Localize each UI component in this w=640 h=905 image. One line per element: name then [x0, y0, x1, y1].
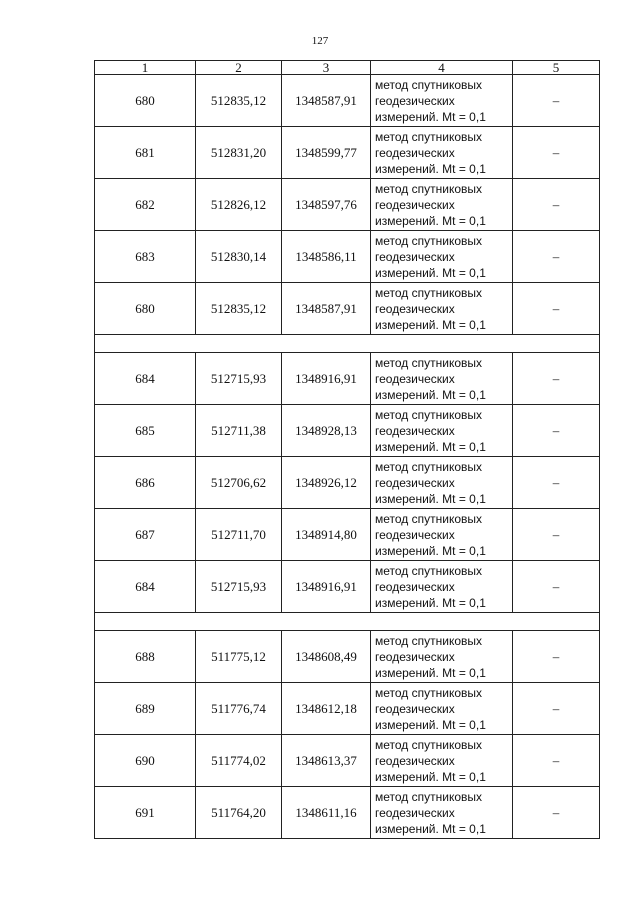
method-cell [371, 283, 513, 335]
method-text-line3: измерений. Mt = 0,1 [375, 439, 486, 454]
table-row [95, 509, 600, 561]
table-row [95, 561, 600, 613]
y-coordinate-cell: 1348612,18 [282, 683, 371, 735]
x-coordinate-cell: 512715,93 [196, 561, 282, 613]
point-number-cell: 682 [95, 179, 196, 231]
table-row [95, 457, 600, 509]
note-cell: – [513, 561, 600, 613]
y-coordinate-cell: 1348916,91 [282, 353, 371, 405]
point-number-cell: 689 [95, 683, 196, 735]
group-separator-row [95, 613, 600, 631]
note-cell: – [513, 683, 600, 735]
point-number-cell: 684 [95, 561, 196, 613]
table-row [95, 179, 600, 231]
table-row [95, 787, 600, 839]
method-cell [371, 457, 513, 509]
method-cell [371, 405, 513, 457]
method-text-line2: геодезических [375, 301, 455, 316]
method-text-line3: измерений. Mt = 0,1 [375, 821, 486, 836]
table-row [95, 75, 600, 127]
method-text-line3: измерений. Mt = 0,1 [375, 665, 486, 680]
method-text-line1: метод спутниковых [375, 789, 483, 804]
header-col-3: 3 [282, 61, 371, 75]
y-coordinate-cell: 1348928,13 [282, 405, 371, 457]
method-cell [371, 683, 513, 735]
coordinates-table [94, 60, 600, 839]
y-coordinate-cell: 1348587,91 [282, 75, 371, 127]
note-cell: – [513, 75, 600, 127]
method-cell [371, 787, 513, 839]
point-number-cell: 684 [95, 353, 196, 405]
table-row [95, 353, 600, 405]
method-text-line1: метод спутниковых [375, 685, 483, 700]
point-number-cell: 681 [95, 127, 196, 179]
note-cell: – [513, 787, 600, 839]
point-number-cell: 680 [95, 283, 196, 335]
method-cell [371, 179, 513, 231]
header-col-5: 5 [513, 61, 600, 75]
method-text-line2: геодезических [375, 145, 455, 160]
method-text-line2: геодезических [375, 649, 455, 664]
x-coordinate-cell: 512835,12 [196, 283, 282, 335]
method-cell [371, 561, 513, 613]
x-coordinate-cell: 512715,93 [196, 353, 282, 405]
x-coordinate-cell: 512831,20 [196, 127, 282, 179]
x-coordinate-cell: 512711,38 [196, 405, 282, 457]
header-col-1: 1 [95, 61, 196, 75]
method-text-line2: геодезических [375, 197, 455, 212]
x-coordinate-cell: 512711,70 [196, 509, 282, 561]
method-cell [371, 509, 513, 561]
point-number-cell: 690 [95, 735, 196, 787]
group-separator-row [95, 335, 600, 353]
table-row [95, 405, 600, 457]
method-text-line1: метод спутниковых [375, 129, 483, 144]
y-coordinate-cell: 1348916,91 [282, 561, 371, 613]
method-text-line2: геодезических [375, 805, 455, 820]
method-text-line1: метод спутниковых [375, 511, 483, 526]
page-number: 127 [311, 35, 329, 47]
point-number-cell: 688 [95, 631, 196, 683]
header-col-4: 4 [371, 61, 513, 75]
y-coordinate-cell: 1348597,76 [282, 179, 371, 231]
x-coordinate-cell: 511764,20 [196, 787, 282, 839]
group-separator-cell [95, 335, 600, 353]
y-coordinate-cell: 1348608,49 [282, 631, 371, 683]
method-cell [371, 631, 513, 683]
note-cell: – [513, 353, 600, 405]
method-text-line3: измерений. Mt = 0,1 [375, 387, 486, 402]
note-cell: – [513, 631, 600, 683]
table-row [95, 283, 600, 335]
method-text-line2: геодезических [375, 475, 455, 490]
point-number-cell: 680 [95, 75, 196, 127]
point-number-cell: 683 [95, 231, 196, 283]
method-text-line1: метод спутниковых [375, 407, 483, 422]
x-coordinate-cell: 512706,62 [196, 457, 282, 509]
y-coordinate-cell: 1348914,80 [282, 509, 371, 561]
method-cell [371, 231, 513, 283]
method-text-line1: метод спутниковых [375, 563, 483, 578]
note-cell: – [513, 457, 600, 509]
method-text-line3: измерений. Mt = 0,1 [375, 161, 486, 176]
table-row [95, 735, 600, 787]
x-coordinate-cell: 511774,02 [196, 735, 282, 787]
table-row [95, 683, 600, 735]
method-text-line1: метод спутниковых [375, 633, 483, 648]
method-text-line2: геодезических [375, 579, 455, 594]
note-cell: – [513, 735, 600, 787]
x-coordinate-cell: 512830,14 [196, 231, 282, 283]
method-text-line3: измерений. Mt = 0,1 [375, 769, 486, 784]
note-cell: – [513, 179, 600, 231]
y-coordinate-cell: 1348613,37 [282, 735, 371, 787]
method-text-line3: измерений. Mt = 0,1 [375, 213, 486, 228]
method-cell [371, 353, 513, 405]
note-cell: – [513, 509, 600, 561]
method-text-line2: геодезических [375, 527, 455, 542]
method-text-line3: измерений. Mt = 0,1 [375, 317, 486, 332]
table-row [95, 631, 600, 683]
note-cell: – [513, 231, 600, 283]
y-coordinate-cell: 1348599,77 [282, 127, 371, 179]
point-number-cell: 687 [95, 509, 196, 561]
note-cell: – [513, 127, 600, 179]
table-row [95, 127, 600, 179]
x-coordinate-cell: 512826,12 [196, 179, 282, 231]
y-coordinate-cell: 1348587,91 [282, 283, 371, 335]
method-text-line3: измерений. Mt = 0,1 [375, 491, 486, 506]
method-text-line2: геодезических [375, 249, 455, 264]
method-text-line1: метод спутниковых [375, 181, 483, 196]
y-coordinate-cell: 1348611,16 [282, 787, 371, 839]
method-text-line1: метод спутниковых [375, 285, 483, 300]
point-number-cell: 686 [95, 457, 196, 509]
method-text-line3: измерений. Mt = 0,1 [375, 543, 486, 558]
table-body [95, 75, 600, 839]
method-cell [371, 75, 513, 127]
method-cell [371, 735, 513, 787]
group-separator-cell [95, 613, 600, 631]
point-number-cell: 691 [95, 787, 196, 839]
header-col-2: 2 [196, 61, 282, 75]
x-coordinate-cell: 511776,74 [196, 683, 282, 735]
method-text-line1: метод спутниковых [375, 459, 483, 474]
method-text-line1: метод спутниковых [375, 355, 483, 370]
y-coordinate-cell: 1348926,12 [282, 457, 371, 509]
method-text-line1: метод спутниковых [375, 77, 483, 92]
method-text-line2: геодезических [375, 753, 455, 768]
method-text-line1: метод спутниковых [375, 737, 483, 752]
y-coordinate-cell: 1348586,11 [282, 231, 371, 283]
x-coordinate-cell: 511775,12 [196, 631, 282, 683]
method-text-line2: геодезических [375, 701, 455, 716]
point-number-cell: 685 [95, 405, 196, 457]
method-text-line3: измерений. Mt = 0,1 [375, 265, 486, 280]
method-text-line2: геодезических [375, 371, 455, 386]
method-text-line3: измерений. Mt = 0,1 [375, 595, 486, 610]
method-cell [371, 127, 513, 179]
table-row [95, 231, 600, 283]
method-text-line2: геодезических [375, 423, 455, 438]
method-text-line3: измерений. Mt = 0,1 [375, 717, 486, 732]
note-cell: – [513, 283, 600, 335]
header-row [95, 61, 600, 75]
method-text-line2: геодезических [375, 93, 455, 108]
method-text-line1: метод спутниковых [375, 233, 483, 248]
x-coordinate-cell: 512835,12 [196, 75, 282, 127]
note-cell: – [513, 405, 600, 457]
method-text-line3: измерений. Mt = 0,1 [375, 109, 486, 124]
